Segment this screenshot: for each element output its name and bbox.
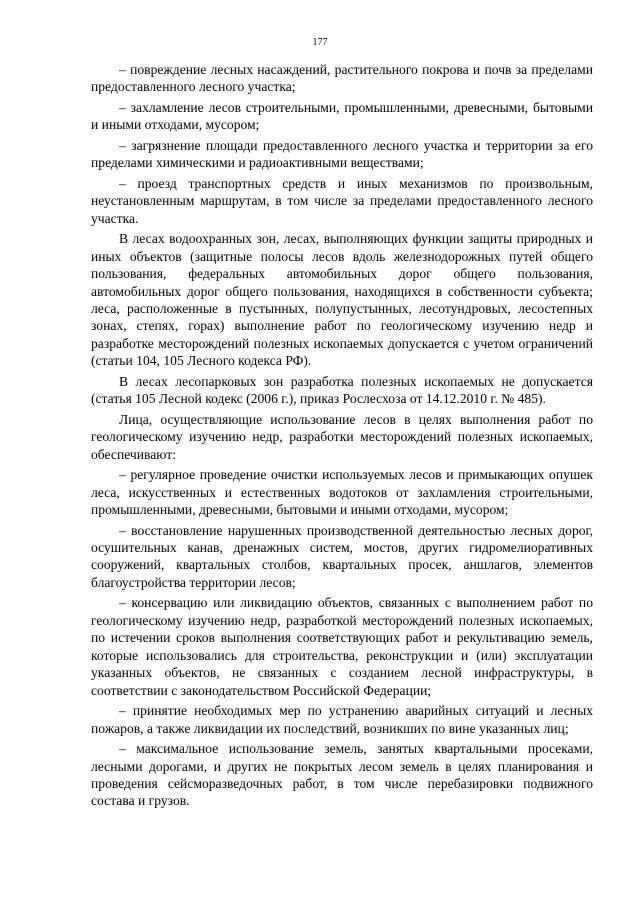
paragraph: – захламление лесов строительными, промышленными, древесными, бытовыми и иными отходами, мусором; — [91, 100, 593, 133]
paragraph: Лица, осуществляющие использование лесов в целях выполнения работ по геологическому изучению недр, разработки месторождений полезных ископаемых, обеспечивают: — [91, 411, 593, 462]
paragraph: – максимальное использование земель, занятых квартальными просеками, лесными дорогами, и других не покрытых лесом земель в целях планирования и проведения сейсморазведочных работ, в том числе перебазировки подвижного состава и грузов. — [91, 741, 593, 809]
paragraph: В лесах водоохранных зон, лесах, выполняющих функции защиты природных и иных объектов (защитные полосы лесов вдоль железнодорожных путей общего пользования, федеральных автомобильных дорог общего пользования, автомобильных дорог общего пользования, находящихся в собственности субъекта; леса, расположенные в пустынных, полупустынных, лесотундровых, лесостепных зонах, степях, горах) выполнение работ по геологическому изучению недр и разработке месторождений полезных ископаемых допускается с учетом ограничений (статьи 104, 105 Лесного кодекса РФ). — [91, 231, 593, 369]
paragraph: – консервацию или ликвидацию объектов, связанных с выполнением работ по геологическому изучению недр, разработкой месторождений полезных ископаемых, по истечении сроков выполнения соответствующих работ и рекультивацию земель, которые использовались для строительства, реконструкции и (или) эксплуатации указанных объектов, не связанных с созданием лесной инфраструктуры, в соответствии с законодательством Российской Федерации; — [91, 595, 593, 698]
paragraph: – принятие необходимых мер по устранению аварийных ситуаций и лесных пожаров, а также ликвидации их последствий, возникших по вине указанных лиц; — [91, 703, 593, 736]
paragraph: – регулярное проведение очистки используемых лесов и примыкающих опушек леса, искусственных и естественных водотоков от захламления строительными, промышленными, древесными, бытовыми и иными отходами, мусором; — [91, 467, 593, 518]
body-text — [91, 61, 593, 813]
page-number: 177 — [312, 37, 328, 48]
paragraph: В лесах лесопарковых зон разработка полезных ископаемых не допускается (статья 105 Лесной кодекс (2006 г.), приказ Рослесхоза от 14.12.2010 г. № 485). — [91, 373, 593, 407]
paragraph: – проезд транспортных средств и иных механизмов по произвольным, неустановленным маршрутам, в том числе за пределами предоставленного лесного участка. — [91, 176, 593, 226]
paragraph: – повреждение лесных насаждений, растительного покрова и почв за пределами предоставленного лесного участка; — [91, 62, 593, 95]
paragraph: – восстановление нарушенных производственной деятельностью лесных дорог, осушительных канав, дренажных систем, мостов, других гидромелиоративных сооружений, квартальных столбов, квартальных просек, аншлагов, элементов благоустройства территории лесов; — [91, 522, 593, 590]
paragraph: – загрязнение площади предоставленного лесного участка и территории за его пределами химическими и радиоактивными веществами; — [91, 138, 593, 171]
